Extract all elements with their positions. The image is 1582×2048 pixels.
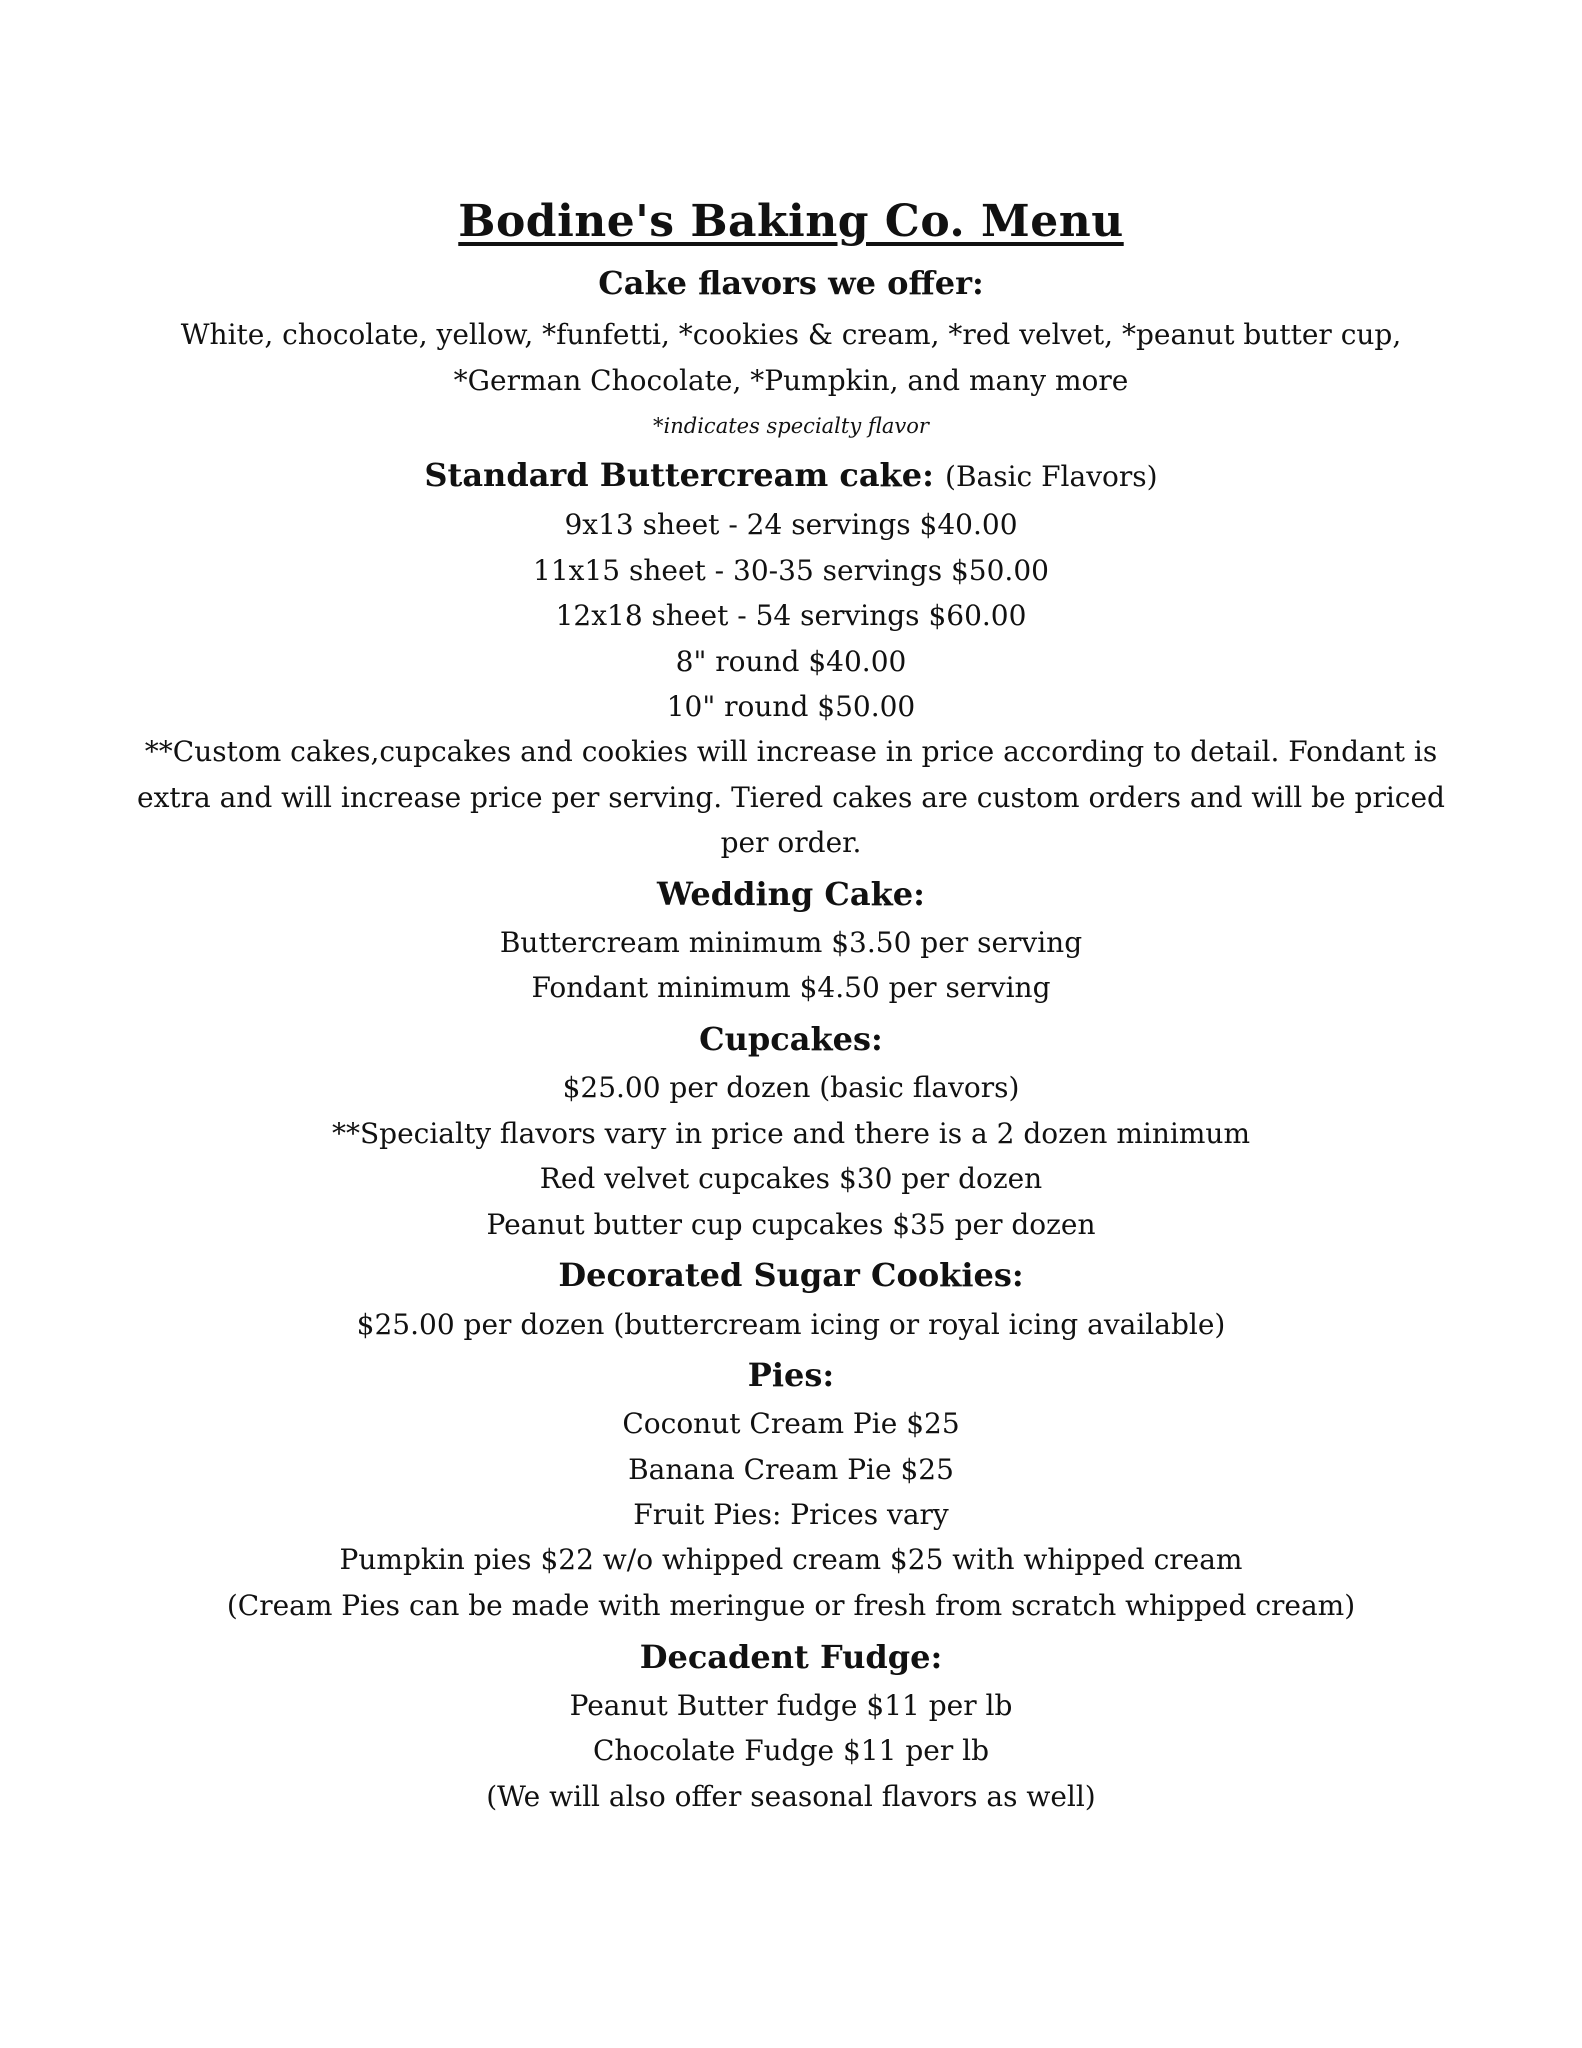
pies-line: Pumpkin pies $22 w/o whipped cream $25 with whipped cream xyxy=(339,1543,1243,1576)
flavors-heading: Cake flavors we offer: xyxy=(598,264,984,302)
standard-heading xyxy=(0,456,1582,494)
wedding-heading: Wedding Cake: xyxy=(657,875,925,913)
standard-price-line: 10" round $50.00 xyxy=(666,690,916,723)
fudge-line: Chocolate Fudge $11 per lb xyxy=(592,1734,989,1767)
custom-note-line: extra and will increase price per serving. Tiered cakes are custom orders and will be priced xyxy=(137,781,1445,814)
standard-price-line: 11x15 sheet - 30-35 servings $50.00 xyxy=(533,554,1049,587)
fudge-heading: Decadent Fudge: xyxy=(639,1638,943,1676)
wedding-price-line: Fondant minimum $4.50 per serving xyxy=(531,971,1051,1004)
custom-note-line: per order. xyxy=(720,826,862,859)
standard-price-line: 8" round $40.00 xyxy=(675,645,907,678)
pies-line: Banana Cream Pie $25 xyxy=(628,1453,954,1486)
wedding-price-line: Buttercream minimum $3.50 per serving xyxy=(499,926,1083,959)
custom-note-line: **Custom cakes,cupcakes and cookies will increase in price according to detail. Fondant is xyxy=(144,735,1438,768)
specialty-note: *indicates specialty flavor xyxy=(653,414,929,438)
standard-heading-note: (Basic Flavors) xyxy=(945,460,1158,493)
cupcakes-line: $25.00 per dozen (basic flavors) xyxy=(562,1071,1020,1104)
fudge-line: Peanut Butter fudge $11 per lb xyxy=(569,1689,1013,1722)
standard-price-line: 9x13 sheet - 24 servings $40.00 xyxy=(564,508,1018,541)
cupcakes-line: **Specialty flavors vary in price and there is a 2 dozen minimum xyxy=(331,1117,1250,1150)
standard-price-line: 12x18 sheet - 54 servings $60.00 xyxy=(555,599,1027,632)
cupcakes-line: Peanut butter cup cupcakes $35 per dozen xyxy=(486,1208,1096,1241)
pies-heading: Pies: xyxy=(747,1356,835,1394)
flavors-line: White, chocolate, yellow, *funfetti, *cookies & cream, *red velvet, *peanut butter cup, xyxy=(180,318,1402,351)
cookies-heading: Decorated Sugar Cookies: xyxy=(558,1256,1024,1294)
cupcakes-heading: Cupcakes: xyxy=(699,1020,883,1058)
standard-heading-label: Standard Buttercream cake: xyxy=(424,456,934,494)
page-title: Bodine's Baking Co. Menu xyxy=(458,196,1124,247)
fudge-line: (We will also offer seasonal flavors as well) xyxy=(486,1780,1096,1813)
cookies-line: $25.00 per dozen (buttercream icing or royal icing available) xyxy=(356,1308,1226,1341)
flavors-line: *German Chocolate, *Pumpkin, and many more xyxy=(453,364,1129,397)
pies-line: (Cream Pies can be made with meringue or fresh from scratch whipped cream) xyxy=(226,1589,1356,1622)
cupcakes-line: Red velvet cupcakes $30 per dozen xyxy=(539,1162,1043,1195)
pies-line: Fruit Pies: Prices vary xyxy=(633,1498,949,1531)
pies-line: Coconut Cream Pie $25 xyxy=(622,1407,960,1440)
